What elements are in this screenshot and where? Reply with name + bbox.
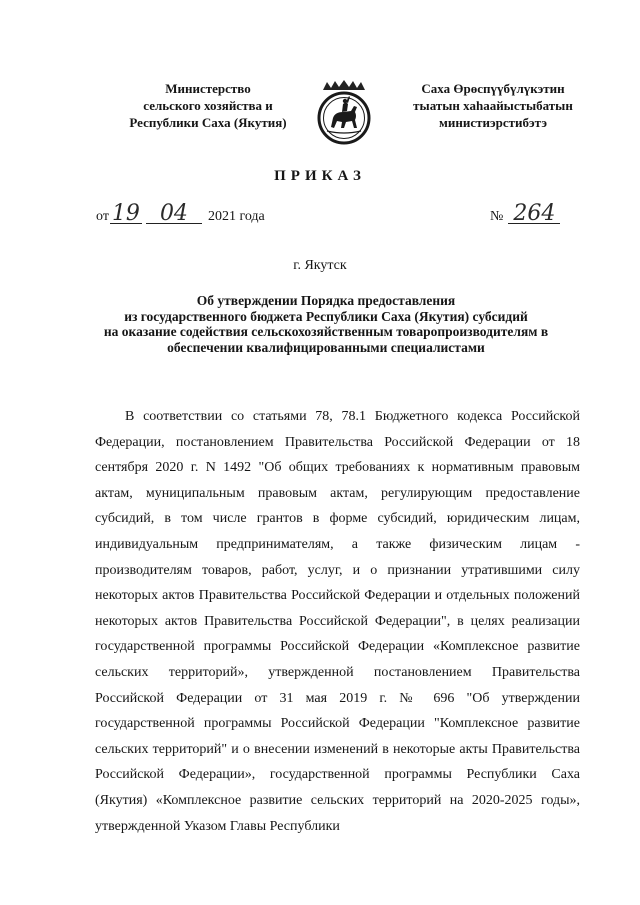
- ministry-name-line: министиэрстибэтэ: [439, 115, 547, 130]
- subject-line: Об утверждении Порядка предоставления: [196, 293, 456, 308]
- handwritten-day: 19: [111, 201, 140, 226]
- subject-line: из государственного бюджета Республики Саха (Якутия) субсидий: [124, 308, 528, 324]
- ministry-name-line: сельского хозяйства и: [143, 98, 273, 113]
- ministry-name-line: Министерство: [165, 81, 251, 96]
- subject-line: на оказание содействия сельскохозяйственным товаропроизводителям в: [103, 324, 549, 339]
- handwritten-month: 04: [146, 205, 202, 224]
- order-subject: [90, 293, 562, 355]
- order-body: [95, 404, 580, 839]
- date-year: 2021 года: [207, 209, 265, 224]
- ministry-name-line: тыатын хаһаайыстыбатын: [413, 98, 573, 113]
- ministry-name-russian: [108, 80, 308, 131]
- date-prefix: от: [96, 209, 109, 224]
- order-number: [490, 201, 560, 226]
- number-sign: №: [490, 209, 504, 224]
- ministry-name-yakut: [393, 80, 593, 131]
- coat-of-arms-emblem: [313, 80, 375, 146]
- issue-city: г. Якутск: [293, 258, 347, 273]
- subject-line: обеспечении квалифицированными специалистами: [167, 339, 485, 355]
- ministry-name-line: Саха Өрөспүүбүлүкэтин: [421, 81, 565, 96]
- ministry-name-line: Республики Саха (Якутия): [129, 115, 287, 130]
- body-paragraph: В соответствии со статьями 78, 78.1 Бюджетного кодекса Российской Федерации, постановлением Правительства Российской Федерации от 18 сентября 2020 г. N 1492 "Об общих требованиях к нормативным правовым актам, муниципальным правовым актам, регулирующим предоставление субсидий, в том числе грантов в форме субсидий, юридическим лицам, индивидуальным предпринимателям, а также физическим лицам - производителям товаров, работ, услуг, и о признании утратившими силу некоторых актов Правительства Российской Федерации и отдельных положений некоторых актов Правительства Российской Федерации", в целях реализации государственной программы Российской Федерации «Комплексное развитие сельских территорий», утвержденной постановлением Правительства Российской Федерации от 31 мая 2019 г. № 696 "Об утверждении государственной программы Российской Федерации "Комплексное развитие сельских территорий" и о внесении изменений в некоторые акты Правительства Российской Федерации», государственной программы Республики Саха (Якутия) «Комплексное развитие сельских территорий на 2020-2025 годы», утвержденной Указом Главы Республики: [95, 409, 580, 834]
- handwritten-order-number: 264: [508, 205, 560, 224]
- order-date: [96, 201, 265, 226]
- document-type-heading: ПРИКАЗ: [274, 168, 366, 184]
